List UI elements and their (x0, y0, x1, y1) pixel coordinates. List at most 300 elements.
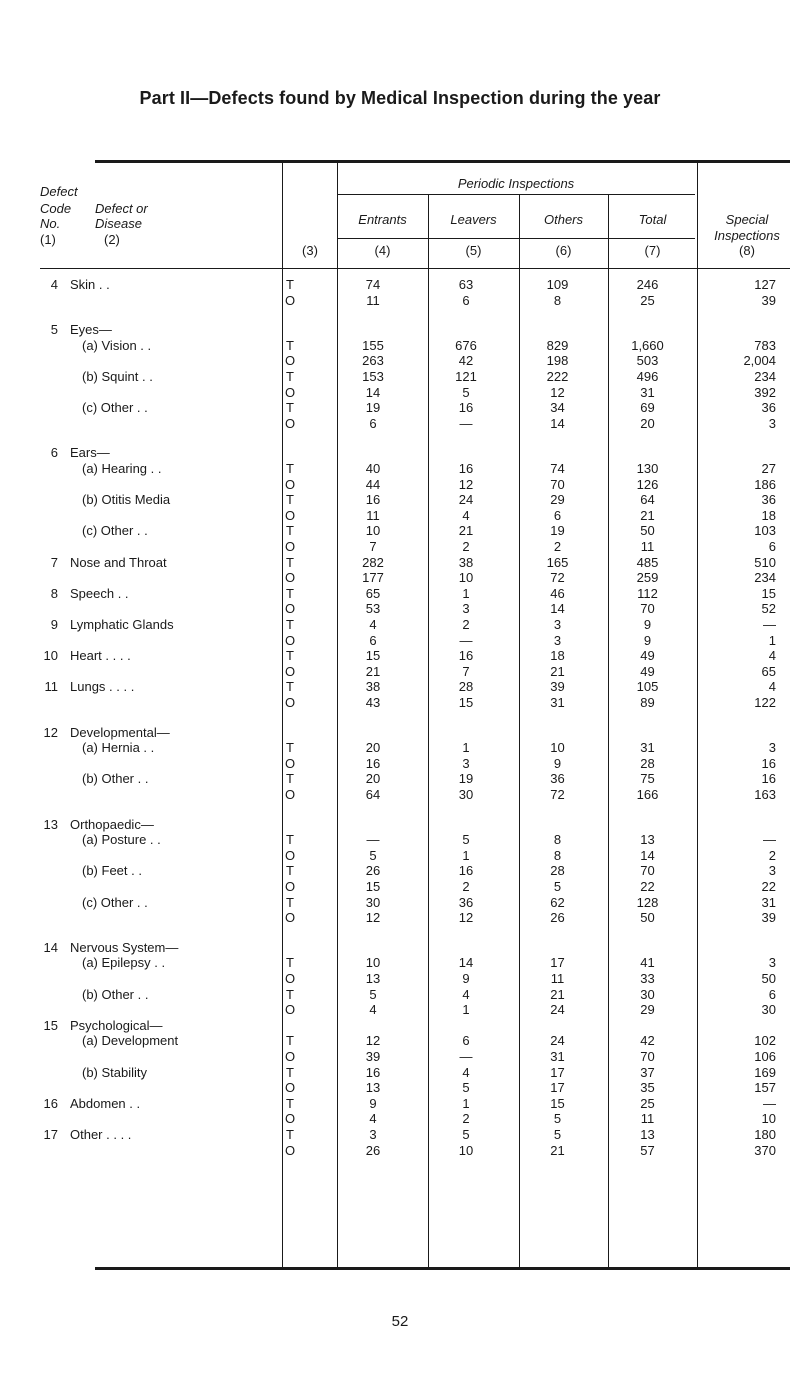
table-cell: 20 (365, 771, 381, 786)
defect-code: 11 (44, 679, 58, 694)
table-cell: 29 (550, 492, 565, 507)
table-cell: 282 (362, 555, 384, 570)
table-cell: 13 (640, 832, 655, 847)
defect-code: 8 (50, 586, 58, 601)
table-cell: 31 (550, 695, 565, 710)
table-cell: 11 (640, 1111, 655, 1126)
defect-code: 10 (43, 648, 58, 663)
table-cell: 234 (754, 369, 776, 384)
defect-code: 4 (50, 277, 58, 292)
row-type: O (284, 756, 296, 771)
table-cell: 62 (550, 895, 565, 910)
table-cell: 2 (462, 1111, 470, 1126)
table-cell: — (459, 1049, 473, 1064)
table-cell: 70 (640, 601, 655, 616)
table-cell: 9 (643, 633, 652, 648)
table-cell: 31 (640, 385, 655, 400)
table-cell: 69 (640, 400, 655, 415)
table-cell: 24 (550, 1002, 565, 1017)
table-cell: 1 (462, 1002, 470, 1017)
table-cell: 5 (369, 848, 377, 863)
table-cell: 72 (550, 570, 565, 585)
table-cell: 49 (640, 664, 655, 679)
row-type: O (284, 601, 296, 616)
table-cell: 4 (369, 1002, 377, 1017)
table-cell: 42 (640, 1033, 655, 1048)
table-cell: 16 (365, 492, 381, 507)
table-cell: 6 (369, 633, 377, 648)
table-cell: 36 (761, 492, 776, 507)
row-type: T (286, 1096, 294, 1111)
header-col7: (7) (644, 243, 661, 258)
table-cell: — (763, 1096, 776, 1111)
defect-name: Orthopaedic— (70, 817, 154, 832)
table-cell: 8 (553, 848, 562, 863)
row-type: T (286, 863, 294, 878)
table-cell: 40 (365, 461, 381, 476)
table-cell: 3 (553, 633, 562, 648)
table-cell: 1 (462, 848, 470, 863)
table-cell: 5 (553, 1111, 562, 1126)
defect-name: Abdomen . . (70, 1096, 141, 1111)
table-cell: 29 (640, 1002, 655, 1017)
table-cell: 50 (761, 971, 776, 986)
table-cell: — (366, 832, 380, 847)
row-type: T (286, 771, 294, 786)
row-type: O (284, 385, 296, 400)
table-cell: 15 (761, 586, 776, 601)
header-col8: (8) (739, 243, 755, 258)
defect-name: (c) Other . . (82, 400, 148, 415)
table-cell: 41 (640, 955, 655, 970)
table-cell: 11 (640, 539, 655, 554)
defect-name: Other . . . . (70, 1127, 132, 1142)
table-cell: 6 (768, 987, 776, 1002)
defect-name: Developmental— (70, 725, 170, 740)
table-cell: 12 (550, 385, 565, 400)
table-cell: 496 (636, 369, 659, 384)
defect-name: (b) Feet . . (82, 863, 142, 878)
table-cell: 222 (546, 369, 569, 384)
table-cell: 4 (369, 617, 377, 632)
column-divider (697, 163, 698, 1268)
table-cell: 39 (761, 910, 776, 925)
table-cell: 4 (462, 987, 470, 1002)
table-cell: 26 (365, 863, 381, 878)
row-type: O (284, 508, 296, 523)
table-cell: 35 (640, 1080, 655, 1095)
row-type: T (286, 369, 294, 384)
table-cell: 12 (365, 1033, 381, 1048)
table-cell: 3 (553, 617, 562, 632)
table-cell: 485 (636, 555, 659, 570)
table-cell: 44 (365, 477, 381, 492)
defect-name: Nervous System— (70, 940, 179, 955)
table-cell: 177 (362, 570, 384, 585)
table-cell: 31 (761, 895, 776, 910)
table-cell: 121 (455, 369, 477, 384)
defect-name: (a) Vision . . (82, 338, 152, 353)
table-cell: 25 (640, 293, 655, 308)
table-cell: 13 (365, 971, 381, 986)
table-cell: 155 (362, 338, 384, 353)
defect-name: Skin . . (70, 277, 110, 292)
table-cell: 70 (640, 1049, 655, 1064)
table-cell: 16 (761, 771, 776, 786)
table-cell: 8 (553, 832, 562, 847)
table-cell: 28 (458, 679, 474, 694)
table-cell: 14 (550, 601, 565, 616)
table-cell: 16 (365, 1065, 381, 1080)
table-cell: 105 (636, 679, 659, 694)
row-type: T (286, 832, 294, 847)
table-cell: 4 (462, 508, 470, 523)
table-cell: 21 (550, 1143, 565, 1158)
row-type: T (286, 895, 294, 910)
table-cell: 2 (462, 539, 470, 554)
defect-name: (b) Other . . (82, 771, 149, 786)
row-type: O (284, 695, 296, 710)
table-cell: 6 (462, 1033, 470, 1048)
header-periodic-inspections: Periodic Inspections (457, 176, 575, 191)
header-inspections: Inspections (714, 228, 780, 243)
row-type: T (286, 648, 294, 663)
table-cell: 12 (458, 477, 474, 492)
row-type: T (286, 338, 294, 353)
table-cell: 259 (636, 570, 659, 585)
table-cell: 17 (550, 955, 565, 970)
row-type: T (286, 679, 294, 694)
defect-code: 5 (50, 322, 58, 337)
page-title: Part II—Defects found by Medical Inspection during the year (139, 88, 661, 108)
row-type: O (284, 910, 296, 925)
table-cell: 157 (754, 1080, 776, 1095)
table-cell: 186 (754, 477, 776, 492)
row-type: O (284, 293, 296, 308)
row-type: T (286, 555, 294, 570)
table-cell: 3 (768, 955, 776, 970)
row-type: T (286, 955, 294, 970)
table-cell: 24 (458, 492, 474, 507)
defect-name: Lungs . . . . (70, 679, 135, 694)
defect-name: (a) Hearing . . (82, 461, 162, 476)
table-cell: 5 (462, 385, 470, 400)
table-cell: 30 (640, 987, 655, 1002)
table-cell: 19 (365, 400, 381, 415)
table-cell: 15 (458, 695, 474, 710)
table-cell: 26 (365, 1143, 381, 1158)
table-cell: 21 (640, 508, 655, 523)
table-cell: 1 (768, 633, 776, 648)
table-cell: 65 (761, 664, 776, 679)
table-cell: 64 (640, 492, 655, 507)
defect-code: 13 (43, 817, 58, 832)
table-cell: 2 (462, 879, 470, 894)
table-cell: 10 (458, 570, 474, 585)
table-cell: 31 (550, 1049, 565, 1064)
table-cell: 15 (550, 1096, 565, 1111)
table-cell: 5 (462, 1080, 470, 1095)
table-cell: 392 (754, 385, 776, 400)
table-cell: 112 (637, 586, 658, 601)
defect-name: (a) Development (82, 1033, 179, 1048)
header-total: Total (638, 212, 667, 227)
defect-name: (a) Hernia . . (82, 740, 155, 755)
table-cell: 14 (550, 416, 565, 431)
defect-name: (b) Stability (82, 1065, 148, 1080)
row-type: T (286, 987, 294, 1002)
table-cell: 2 (462, 617, 470, 632)
table-cell: 102 (754, 1033, 776, 1048)
table-cell: 38 (458, 555, 474, 570)
table-cell: 3 (768, 416, 776, 431)
row-type: O (284, 971, 296, 986)
table-cell: 15 (365, 879, 381, 894)
subheader-rule (337, 238, 695, 239)
header-col5: (5) (465, 243, 482, 258)
header-defect-or: Defect or (95, 201, 148, 216)
row-type: O (284, 848, 296, 863)
table-cell: 16 (365, 756, 381, 771)
table-cell: 22 (640, 879, 655, 894)
table-cell: 18 (550, 648, 565, 663)
table-cell: 3 (369, 1127, 377, 1142)
table-cell: 19 (550, 523, 565, 538)
row-type: T (286, 523, 294, 538)
table-cell: 26 (550, 910, 565, 925)
defect-code: 16 (43, 1096, 58, 1111)
table-cell: 21 (550, 664, 565, 679)
table-cell: 6 (768, 539, 776, 554)
row-type: O (284, 570, 296, 585)
defect-name: Speech . . (70, 586, 129, 601)
table-cell: — (763, 832, 776, 847)
table-cell: 14 (365, 385, 381, 400)
table-cell: 6 (462, 293, 470, 308)
table-cell: 64 (365, 787, 381, 802)
defect-name: (c) Other . . (82, 895, 148, 910)
table-cell: 74 (550, 461, 565, 476)
table-cell: 43 (365, 695, 381, 710)
table-cell: 676 (455, 338, 477, 353)
row-type: O (284, 1049, 296, 1064)
defect-code: 17 (43, 1127, 58, 1142)
table-cell: 10 (761, 1111, 776, 1126)
table-cell: 15 (365, 648, 381, 663)
table-cell: 50 (640, 910, 655, 925)
row-type: T (286, 617, 294, 632)
table-cell: 16 (458, 400, 474, 415)
row-type: O (284, 1111, 296, 1126)
table-cell: 103 (754, 523, 776, 538)
table-cell: 49 (640, 648, 655, 663)
table-top-rule (95, 160, 790, 163)
table-cell: 4 (369, 1111, 377, 1126)
table-cell: 17 (550, 1080, 565, 1095)
row-type: O (284, 539, 296, 554)
table-cell: 37 (640, 1065, 655, 1080)
table-cell: 21 (458, 523, 474, 538)
table-cell: 46 (550, 586, 565, 601)
defect-code: 15 (43, 1018, 58, 1033)
header-entrants: Entrants (358, 212, 407, 227)
table-cell: 1,660 (631, 338, 664, 353)
table-cell: 126 (636, 477, 659, 492)
table-cell: 263 (362, 353, 384, 368)
table-cell: 30 (365, 895, 381, 910)
defect-name: (b) Otitis Media (82, 492, 171, 507)
table-cell: 1 (462, 740, 470, 755)
defect-name: (a) Epilepsy . . (82, 955, 166, 970)
table-cell: 39 (761, 293, 776, 308)
header-col3: (3) (302, 243, 318, 258)
table-cell: 1 (462, 1096, 470, 1111)
defect-code: 7 (50, 555, 58, 570)
row-type: O (284, 1080, 296, 1095)
table-cell: 24 (550, 1033, 565, 1048)
defect-code: 14 (43, 940, 58, 955)
table-cell: 33 (640, 971, 655, 986)
table-cell: 198 (546, 353, 569, 368)
table-cell: 10 (458, 1143, 474, 1158)
defect-name: Ears— (70, 445, 110, 460)
row-type: T (286, 277, 294, 292)
table-cell: 4 (768, 648, 776, 663)
table-cell: 246 (636, 277, 659, 292)
table-bottom-rule (95, 1267, 790, 1270)
table-cell: 36 (458, 895, 474, 910)
defect-name: (b) Other . . (82, 987, 149, 1002)
header-leavers: Leavers (450, 212, 497, 227)
table-cell: 30 (761, 1002, 776, 1017)
table-cell: 370 (754, 1143, 776, 1158)
table-cell: 70 (550, 477, 565, 492)
table-cell: 163 (754, 787, 776, 802)
table-cell: 11 (366, 293, 380, 308)
table-cell: 1 (462, 586, 470, 601)
row-type: T (286, 740, 294, 755)
table-cell: 4 (462, 1065, 470, 1080)
table-cell: 16 (458, 863, 474, 878)
row-type: T (286, 1127, 294, 1142)
table-cell: 65 (365, 586, 381, 601)
defect-name: Nose and Throat (70, 555, 167, 570)
table-cell: 180 (754, 1127, 776, 1142)
defect-name: (a) Posture . . (82, 832, 161, 847)
table-cell: 3 (462, 756, 470, 771)
page-number: 52 (391, 1313, 409, 1330)
table-cell: 165 (546, 555, 569, 570)
defect-name: (b) Squint . . (82, 369, 153, 384)
row-type: O (284, 477, 296, 492)
table-cell: 11 (366, 508, 380, 523)
row-type: O (284, 787, 296, 802)
table-cell: 130 (636, 461, 659, 476)
header-special: Special (725, 212, 769, 227)
table-cell: 36 (761, 400, 776, 415)
table-cell: 70 (640, 863, 655, 878)
defect-code: 12 (43, 725, 58, 740)
table-cell: 22 (761, 879, 776, 894)
table-cell: 4 (768, 679, 776, 694)
table-cell: 5 (462, 832, 470, 847)
table-cell: 783 (754, 338, 776, 353)
table-cell: 6 (553, 508, 562, 523)
column-divider (608, 194, 609, 1268)
table-cell: 166 (636, 787, 659, 802)
table-cell: 14 (640, 848, 655, 863)
row-type: O (284, 664, 296, 679)
defect-name: Eyes— (70, 322, 112, 337)
defect-name: (c) Other . . (82, 523, 148, 538)
table-cell: 72 (550, 787, 565, 802)
table-cell: 21 (365, 664, 381, 679)
table-cell: 20 (640, 416, 655, 431)
defect-name: Heart . . . . (70, 648, 131, 663)
table-cell: 13 (365, 1080, 381, 1095)
table-cell: 2,004 (743, 353, 776, 368)
table-cell: 10 (365, 955, 381, 970)
row-type: O (284, 416, 296, 431)
table-cell: 127 (754, 277, 776, 292)
table-cell: 38 (365, 679, 381, 694)
table-cell: 52 (761, 601, 776, 616)
table-cell: 39 (365, 1049, 381, 1064)
table-cell: 18 (761, 508, 776, 523)
table-cell: 50 (640, 523, 655, 538)
table-cell: 53 (365, 601, 381, 616)
row-type: O (284, 353, 296, 368)
table-cell: 10 (550, 740, 565, 755)
table-cell: 16 (458, 648, 474, 663)
row-type: T (286, 461, 294, 476)
table-cell: 11 (550, 971, 565, 986)
periodic-underline (337, 194, 695, 195)
table-cell: 19 (458, 771, 474, 786)
table-cell: 12 (365, 910, 381, 925)
table-cell: 30 (458, 787, 474, 802)
table-cell: 42 (458, 353, 474, 368)
table-cell: 16 (761, 756, 776, 771)
table-cell: 14 (458, 955, 474, 970)
table-cell: 74 (365, 277, 381, 292)
table-cell: 2 (553, 539, 562, 554)
row-type: T (286, 400, 294, 415)
header-bottom-rule (40, 268, 790, 269)
table-cell: — (459, 416, 473, 431)
header-disease: Disease (95, 216, 142, 231)
table-cell: 20 (365, 740, 381, 755)
header-defect: Defect (40, 184, 78, 199)
table-cell: 128 (636, 895, 659, 910)
table-cell: 25 (640, 1096, 655, 1111)
table-cell: 63 (458, 277, 474, 292)
header-col6: (6) (555, 243, 572, 258)
table-cell: 510 (754, 555, 776, 570)
table-cell: 503 (636, 353, 659, 368)
table-cell: 89 (640, 695, 655, 710)
column-divider (428, 194, 429, 1268)
table-cell: 169 (754, 1065, 776, 1080)
table-cell: — (459, 633, 473, 648)
table-cell: 57 (640, 1143, 655, 1158)
defect-name: Psychological— (70, 1018, 163, 1033)
table-cell: 106 (754, 1049, 776, 1064)
table-cell: 39 (550, 679, 565, 694)
table-cell: 8 (553, 293, 562, 308)
table-cell: 7 (462, 664, 470, 679)
table-cell: 75 (640, 771, 655, 786)
